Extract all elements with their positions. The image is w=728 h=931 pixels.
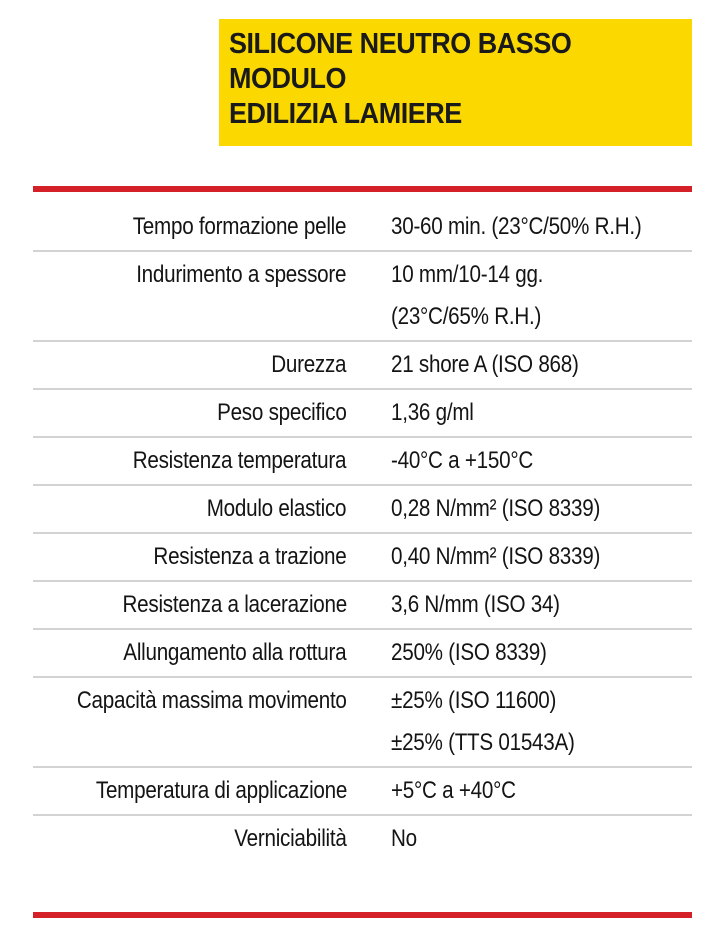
spec-gap bbox=[347, 204, 391, 251]
spec-value-line bbox=[391, 722, 692, 764]
spec-value: +5°C a +40°C bbox=[390, 777, 516, 804]
spec-label: Durezza bbox=[271, 351, 347, 378]
spec-label-cell bbox=[33, 341, 347, 389]
spec-value-cell bbox=[391, 581, 692, 629]
spec-value-line bbox=[391, 486, 692, 532]
spec-label-cell bbox=[33, 251, 347, 341]
spec-label-cell bbox=[33, 389, 347, 437]
spec-row bbox=[33, 437, 692, 485]
spec-value: 0,40 N/mm² (ISO 8339) bbox=[390, 543, 600, 570]
top-divider bbox=[33, 186, 692, 192]
spec-label: Capacità massima movimento bbox=[76, 687, 347, 714]
spec-value-line bbox=[391, 534, 692, 580]
spec-label: Tempo formazione pelle bbox=[133, 213, 347, 240]
spec-value: 1,36 g/ml bbox=[390, 399, 474, 426]
spec-label-cell bbox=[33, 629, 347, 677]
spec-value: (23°C/65% R.H.) bbox=[390, 303, 541, 330]
spec-value-line bbox=[391, 680, 692, 722]
spec-row bbox=[33, 533, 692, 581]
spec-value-cell bbox=[391, 437, 692, 485]
spec-value: 250% (ISO 8339) bbox=[390, 639, 547, 666]
spec-row bbox=[33, 767, 692, 815]
spec-row bbox=[33, 204, 692, 251]
spec-label-cell bbox=[33, 533, 347, 581]
spec-label: Resistenza a trazione bbox=[153, 543, 347, 570]
spec-value-cell bbox=[391, 533, 692, 581]
product-title-line-3: EDILIZIA LAMIERE bbox=[229, 98, 462, 130]
spec-value: 0,28 N/mm² (ISO 8339) bbox=[390, 495, 600, 522]
spec-gap bbox=[347, 437, 391, 485]
spec-value: ±25% (ISO 11600) bbox=[390, 687, 556, 714]
spec-value-line bbox=[391, 254, 692, 296]
spec-gap bbox=[347, 677, 391, 767]
spec-row bbox=[33, 341, 692, 389]
spec-value-line bbox=[391, 630, 692, 676]
spec-row bbox=[33, 389, 692, 437]
spec-row bbox=[33, 251, 692, 341]
spec-value-cell bbox=[391, 389, 692, 437]
spec-label: Resistenza a lacerazione bbox=[122, 591, 347, 618]
spec-gap bbox=[347, 251, 391, 341]
spec-gap bbox=[347, 581, 391, 629]
bottom-divider bbox=[33, 912, 692, 918]
spec-label: Allungamento alla rottura bbox=[123, 639, 347, 666]
spec-label: Modulo elastico bbox=[207, 495, 347, 522]
spec-gap bbox=[347, 815, 391, 862]
spec-value-cell bbox=[391, 204, 692, 251]
spec-value-line bbox=[391, 342, 692, 388]
spec-label-cell bbox=[33, 767, 347, 815]
spec-value: -40°C a +150°C bbox=[390, 447, 533, 474]
spec-label: Resistenza temperatura bbox=[133, 447, 347, 474]
spec-gap bbox=[347, 767, 391, 815]
spec-value: 21 shore A (ISO 868) bbox=[390, 351, 579, 378]
spec-value: ±25% (TTS 01543A) bbox=[390, 729, 575, 756]
spec-value-cell bbox=[391, 251, 692, 341]
spec-value-cell bbox=[391, 677, 692, 767]
spec-row bbox=[33, 629, 692, 677]
product-title-box bbox=[219, 19, 692, 146]
spec-row bbox=[33, 677, 692, 767]
spec-value-cell bbox=[391, 485, 692, 533]
spec-value-line bbox=[391, 582, 692, 628]
spec-label: Verniciabilità bbox=[234, 825, 347, 852]
spec-value-cell bbox=[391, 341, 692, 389]
spec-value-cell bbox=[391, 767, 692, 815]
spec-label-cell bbox=[33, 485, 347, 533]
spec-gap bbox=[347, 629, 391, 677]
spec-value: 30-60 min. (23°C/50% R.H.) bbox=[390, 213, 642, 240]
spec-gap bbox=[347, 533, 391, 581]
specifications-table-body bbox=[33, 204, 692, 862]
product-title-line-1: SILICONE NEUTRO BASSO bbox=[229, 28, 572, 60]
spec-value-line bbox=[391, 768, 692, 814]
spec-gap bbox=[347, 389, 391, 437]
spec-label: Indurimento a spessore bbox=[136, 261, 347, 288]
spec-label-cell bbox=[33, 815, 347, 862]
spec-value-line bbox=[391, 390, 692, 436]
spec-value-line bbox=[391, 816, 692, 862]
spec-value-cell bbox=[391, 815, 692, 862]
spec-gap bbox=[347, 485, 391, 533]
specifications-table bbox=[33, 204, 692, 862]
spec-label-cell bbox=[33, 581, 347, 629]
spec-label-cell bbox=[33, 204, 347, 251]
spec-row bbox=[33, 581, 692, 629]
spec-row bbox=[33, 485, 692, 533]
spec-value: 3,6 N/mm (ISO 34) bbox=[390, 591, 560, 618]
spec-gap bbox=[347, 341, 391, 389]
spec-label-cell bbox=[33, 437, 347, 485]
spec-label: Peso specifico bbox=[217, 399, 347, 426]
spec-value-line bbox=[391, 296, 692, 338]
spec-row bbox=[33, 815, 692, 862]
spec-label-cell bbox=[33, 677, 347, 767]
spec-value: No bbox=[390, 825, 417, 852]
spec-value-line bbox=[391, 438, 692, 484]
spec-value: 10 mm/10-14 gg. bbox=[390, 261, 543, 288]
spec-value-line bbox=[391, 204, 692, 250]
spec-label: Temperatura di applicazione bbox=[95, 777, 347, 804]
spec-value-cell bbox=[391, 629, 692, 677]
product-title-line-2: MODULO bbox=[229, 63, 347, 95]
